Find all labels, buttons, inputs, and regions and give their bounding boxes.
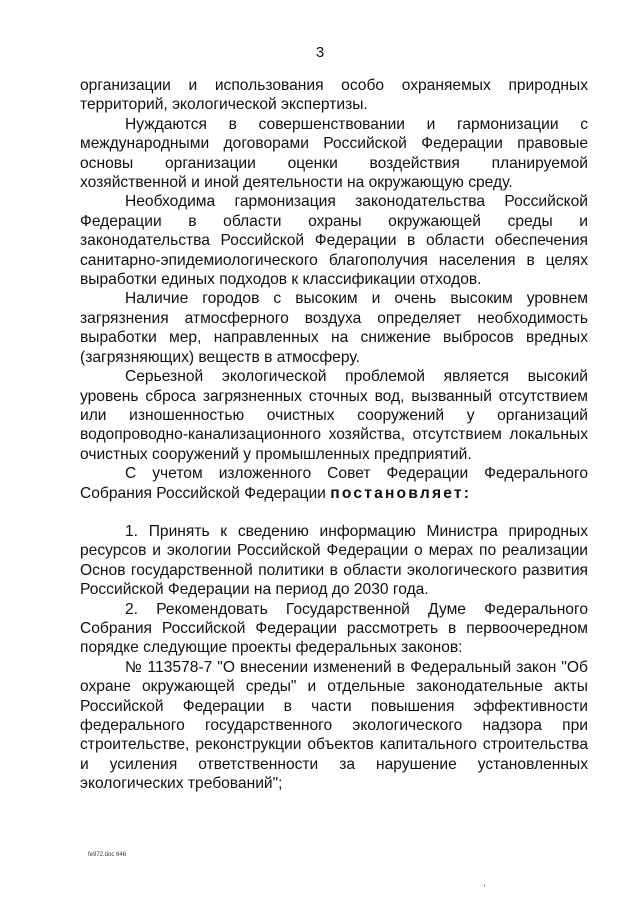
paragraph-legislation-harmonization: Необходима гармонизация законодательства Российской Федерации в области охраны окружающей среды и законодательства Российской Федерации в области обеспечения санитарно-эпидемиологического благополучия населения в целях выработки единых подходов к классификации отходов. (80, 193, 588, 289)
paragraph-resolution-intro (80, 464, 588, 503)
footer-file-code: fe972.doc 646 (88, 852, 127, 858)
resolution-keyword: постановляет: (330, 484, 472, 502)
resolution-lead-text: С учетом изложенного Совет Федерации Федерального Собрания Российской Федерации (80, 465, 588, 502)
document-body (80, 76, 588, 794)
paragraph-air-pollution: Наличие городов с высоким и очень высоким уровнем загрязнения атмосферного воздуха определяет необходимость выработки мер, направленных на снижение выбросов вредных (загрязняющих) веществ в атмосферу. (80, 290, 588, 366)
paragraph-item-1: 1. Принять к сведению информацию Министра природных ресурсов и экологии Российской Федерации о мерах по реализации Основ государственной политики в области экологического развития Российской Федерации на период до 2030 года. (80, 522, 588, 599)
paragraph-continuation: организации и использования особо охраняемых природных территорий, экологической экспертизы. (80, 77, 588, 114)
paragraph-gap (80, 503, 588, 522)
paragraph-impact-assessment: Нуждаются в совершенствовании и гармонизации с международными договорами Российской Федерации правовые основы организации оценки воздействия планируемой хозяйственной и иной деятельности на окружающую среду. (80, 115, 588, 192)
page-number: 3 (315, 44, 325, 61)
margin-mark (484, 884, 485, 887)
paragraph-bill-113578-7: № 113578-7 "О внесении изменений в Федеральный закон "Об охране окружающей среды" и отдельные законодательные акты Российской Федерации в части повышения эффективности федерального государственного экологического надзора при строительстве, реконструкции объектов капитального строительства и усиления ответственности за нарушение установленных экологических требований"; (80, 658, 588, 793)
paragraph-item-2: 2. Рекомендовать Государственной Думе Федерального Собрания Российской Федерации рассмотреть в первоочередном порядке следующие проекты федеральных законов: (80, 600, 588, 657)
paragraph-wastewater: Серьезной экологической проблемой является высокий уровень сброса загрязненных сточных вод, вызванный отсутствием или изношенностью очистных сооружений у организаций водопроводно-канализационного хозяйства, отсутствием локальных очистных сооружений у промышленных предприятий. (80, 368, 588, 463)
